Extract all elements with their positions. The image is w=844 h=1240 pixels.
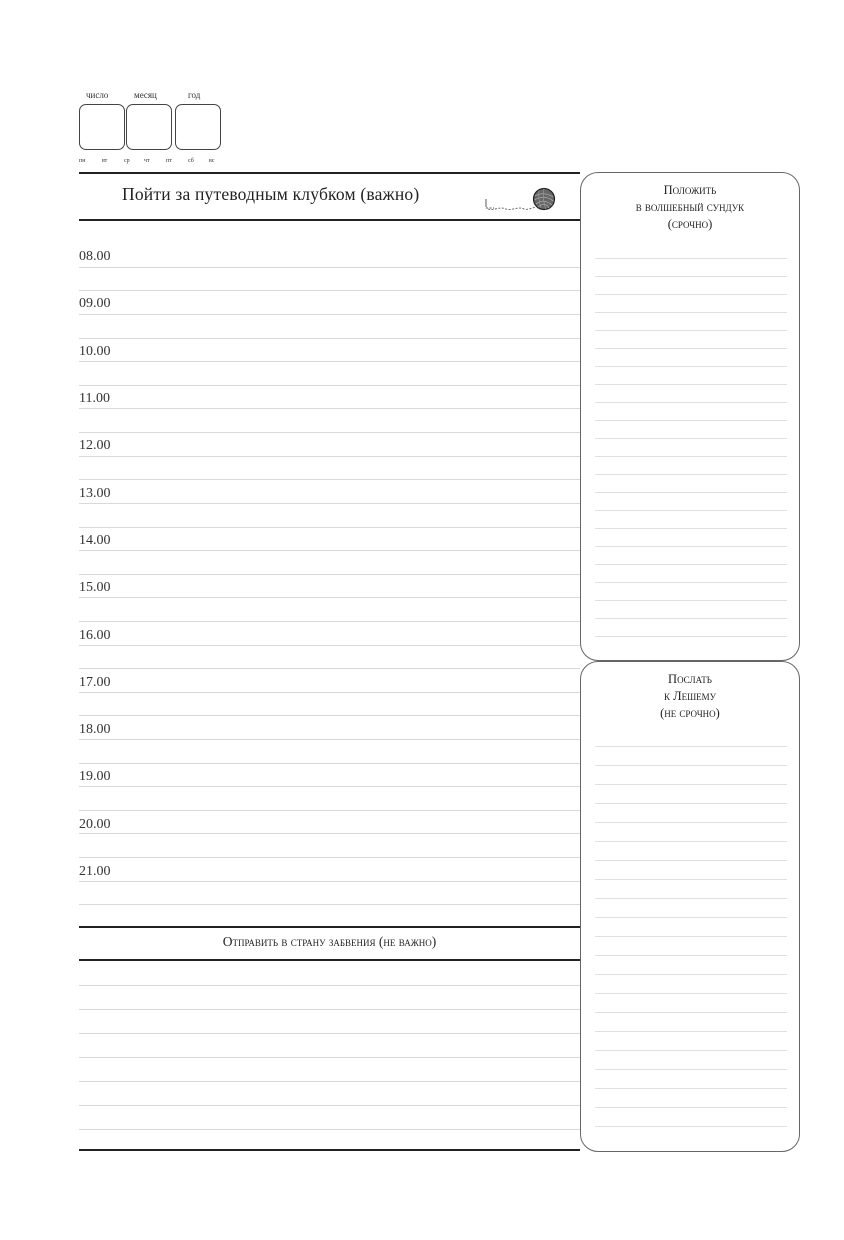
- chest-line[interactable]: [595, 330, 787, 331]
- leshy-line[interactable]: [595, 822, 787, 823]
- schedule-line[interactable]: [79, 361, 580, 362]
- chest-line[interactable]: [595, 420, 787, 421]
- chest-line[interactable]: [595, 456, 787, 457]
- yarn-ball-icon: [532, 187, 556, 211]
- schedule-line[interactable]: [79, 763, 580, 764]
- chest-panel: [580, 172, 800, 661]
- schedule-line[interactable]: [79, 574, 580, 575]
- schedule-line[interactable]: [79, 550, 580, 551]
- month-input-box[interactable]: [126, 104, 172, 150]
- chest-line[interactable]: [595, 546, 787, 547]
- leshy-line[interactable]: [595, 879, 787, 880]
- schedule-line[interactable]: [79, 833, 580, 834]
- weekday-tue[interactable]: вт: [102, 158, 108, 164]
- schedule-line[interactable]: [79, 692, 580, 693]
- schedule-line[interactable]: [79, 668, 580, 669]
- leshy-line[interactable]: [595, 841, 787, 842]
- leshy-panel: [580, 661, 800, 1152]
- leshy-line[interactable]: [595, 784, 787, 785]
- hour-label: 19.00: [79, 769, 111, 784]
- chest-panel-title: Положить в волшебный сундук (срочно): [635, 183, 745, 231]
- chest-line[interactable]: [595, 258, 787, 259]
- schedule-header-rule: [79, 219, 580, 221]
- forget-line[interactable]: [79, 1033, 580, 1034]
- schedule-line[interactable]: [79, 739, 580, 740]
- year-label: год: [188, 90, 201, 100]
- schedule-line[interactable]: [79, 786, 580, 787]
- forget-line[interactable]: [79, 985, 580, 986]
- schedule-line[interactable]: [79, 314, 580, 315]
- weekday-thu[interactable]: чт: [144, 158, 150, 164]
- schedule-line[interactable]: [79, 290, 580, 291]
- leshy-line[interactable]: [595, 955, 787, 956]
- weekday-fri[interactable]: пт: [166, 158, 172, 164]
- leshy-panel-title: Послать к Лешему (не срочно): [660, 672, 720, 720]
- forget-line[interactable]: [79, 1129, 580, 1130]
- forget-header-rule: [79, 959, 580, 961]
- schedule-line[interactable]: [79, 621, 580, 622]
- forget-line[interactable]: [79, 1105, 580, 1106]
- chest-line[interactable]: [595, 636, 787, 637]
- leshy-line[interactable]: [595, 1069, 787, 1070]
- weekday-sun[interactable]: вс: [209, 158, 215, 164]
- forget-top-rule: [79, 926, 580, 928]
- schedule-line[interactable]: [79, 456, 580, 457]
- hour-label: 17.00: [79, 675, 111, 690]
- hour-label: 08.00: [79, 249, 111, 264]
- schedule-line[interactable]: [79, 479, 580, 480]
- schedule-line[interactable]: [79, 408, 580, 409]
- forget-line[interactable]: [79, 1057, 580, 1058]
- chest-line[interactable]: [595, 348, 787, 349]
- weekday-sat[interactable]: сб: [188, 158, 194, 164]
- chest-line[interactable]: [595, 582, 787, 583]
- chest-line[interactable]: [595, 600, 787, 601]
- chest-line[interactable]: [595, 510, 787, 511]
- leshy-line[interactable]: [595, 1126, 787, 1127]
- hour-label: 09.00: [79, 296, 111, 311]
- schedule-line[interactable]: [79, 597, 580, 598]
- top-rule: [79, 172, 580, 174]
- hour-label: 11.00: [79, 391, 110, 406]
- day-label: число: [86, 90, 109, 100]
- leshy-line[interactable]: [595, 1050, 787, 1051]
- chest-line[interactable]: [595, 528, 787, 529]
- schedule-line[interactable]: [79, 267, 580, 268]
- schedule-line[interactable]: [79, 338, 580, 339]
- schedule-line[interactable]: [79, 715, 580, 716]
- chest-line[interactable]: [595, 312, 787, 313]
- forget-line[interactable]: [79, 1009, 580, 1010]
- schedule-line[interactable]: [79, 904, 580, 905]
- leshy-line[interactable]: [595, 1012, 787, 1013]
- day-input-box[interactable]: [79, 104, 125, 150]
- forget-section-title: Отправить в страну забвения (не важно): [222, 934, 437, 949]
- bottom-rule: [79, 1149, 580, 1151]
- leshy-line[interactable]: [595, 1088, 787, 1089]
- leshy-line[interactable]: [595, 1031, 787, 1032]
- forget-line[interactable]: [79, 1081, 580, 1082]
- chest-line[interactable]: [595, 366, 787, 367]
- chest-line[interactable]: [595, 564, 787, 565]
- schedule-line[interactable]: [79, 645, 580, 646]
- month-label: месяц: [134, 90, 157, 100]
- chest-line[interactable]: [595, 492, 787, 493]
- hour-label: 13.00: [79, 486, 111, 501]
- weekday-mon[interactable]: пн: [79, 158, 86, 164]
- leshy-line[interactable]: [595, 917, 787, 918]
- leshy-line[interactable]: [595, 803, 787, 804]
- leshy-line[interactable]: [595, 974, 787, 975]
- hour-label: 18.00: [79, 722, 111, 737]
- leshy-line[interactable]: [595, 746, 787, 747]
- hour-label: 14.00: [79, 533, 111, 548]
- chest-line[interactable]: [595, 438, 787, 439]
- leshy-line[interactable]: [595, 1107, 787, 1108]
- schedule-line[interactable]: [79, 881, 580, 882]
- hour-label: 15.00: [79, 580, 111, 595]
- weekday-wed[interactable]: ср: [124, 158, 130, 164]
- schedule-title: Пойти за путеводным клубком (важно): [122, 184, 420, 204]
- year-input-box[interactable]: [175, 104, 221, 150]
- leshy-line[interactable]: [595, 765, 787, 766]
- schedule-line[interactable]: [79, 503, 580, 504]
- chest-line[interactable]: [595, 276, 787, 277]
- chest-line[interactable]: [595, 294, 787, 295]
- hour-label: 20.00: [79, 817, 111, 832]
- hour-label: 12.00: [79, 438, 111, 453]
- schedule-line[interactable]: [79, 810, 580, 811]
- chest-line[interactable]: [595, 402, 787, 403]
- leshy-line[interactable]: [595, 898, 787, 899]
- hour-label: 21.00: [79, 864, 111, 879]
- schedule-line[interactable]: [79, 527, 580, 528]
- chest-line[interactable]: [595, 618, 787, 619]
- chest-line[interactable]: [595, 384, 787, 385]
- leshy-line[interactable]: [595, 993, 787, 994]
- chest-line[interactable]: [595, 474, 787, 475]
- leshy-line[interactable]: [595, 936, 787, 937]
- schedule-line[interactable]: [79, 385, 580, 386]
- hour-label: 16.00: [79, 628, 111, 643]
- hour-label: 10.00: [79, 344, 111, 359]
- schedule-line[interactable]: [79, 857, 580, 858]
- leshy-line[interactable]: [595, 860, 787, 861]
- schedule-line[interactable]: [79, 432, 580, 433]
- thread-underline: [484, 194, 536, 214]
